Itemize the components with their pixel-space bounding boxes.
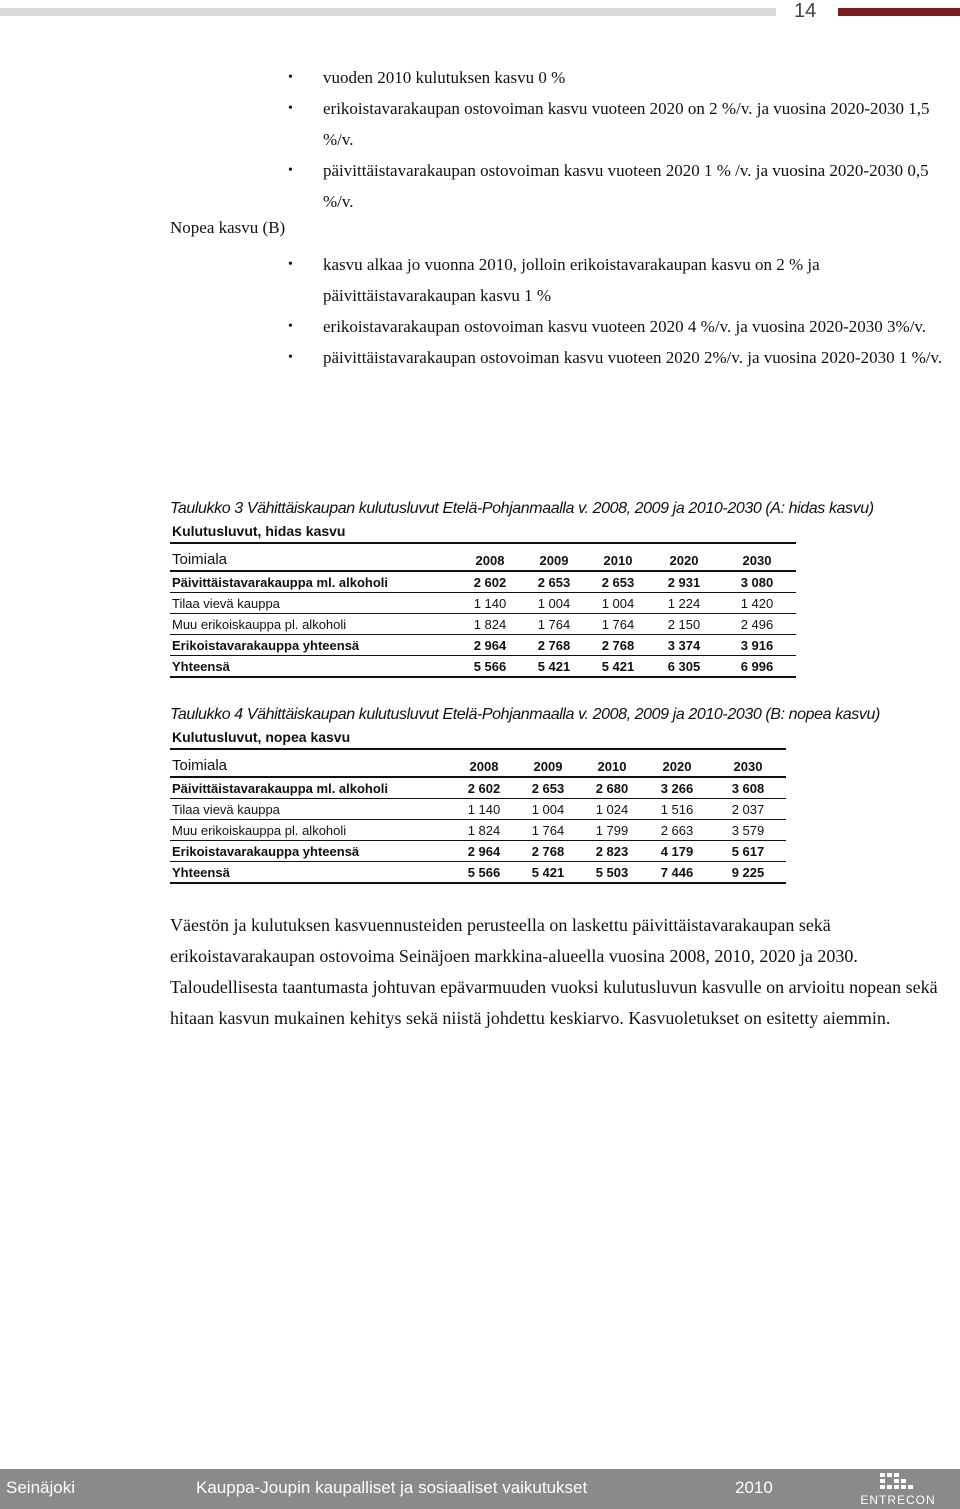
cell: 1 824 <box>458 614 522 635</box>
row-label: Päivittäistavarakauppa ml. alkoholi <box>170 571 458 593</box>
row-label: Tilaa vievä kauppa <box>170 593 458 614</box>
row-label: Muu erikoiskauppa pl. alkoholi <box>170 820 452 841</box>
cell: 2 680 <box>580 777 644 799</box>
year-header: 2009 <box>522 543 586 571</box>
cell: 1 764 <box>516 820 580 841</box>
year-header: 2030 <box>718 543 796 571</box>
row-label: Päivittäistavarakauppa ml. alkoholi <box>170 777 452 799</box>
cell: 1 764 <box>586 614 650 635</box>
cell: 1 004 <box>516 799 580 820</box>
cell: 2 964 <box>458 635 522 656</box>
list-item: • erikoistavarakaupan ostovoiman kasvu vuoteen 2020 on 2 %/v. ja vuosina 2020-2030 1,5 %/v. <box>280 93 960 155</box>
cell: 1 799 <box>580 820 644 841</box>
year-header: 2009 <box>516 749 580 777</box>
cell: 3 579 <box>710 820 786 841</box>
cell: 7 446 <box>644 862 710 884</box>
table-row <box>170 635 796 656</box>
cell: 5 421 <box>586 656 650 678</box>
cell: 5 503 <box>580 862 644 884</box>
year-header: 2020 <box>644 749 710 777</box>
cell: 6 996 <box>718 656 796 678</box>
cell: 2 964 <box>452 841 516 862</box>
year-header: 2008 <box>452 749 516 777</box>
section-heading: Nopea kasvu (B) <box>170 218 286 237</box>
cell: 5 566 <box>458 656 522 678</box>
table-row <box>170 820 786 841</box>
table3-caption: Taulukko 3 Vähittäiskaupan kulutusluvut Etelä-Pohjanmaalla v. 2008, 2009 ja 2010-2030 (A: hidas kasvu) <box>170 500 874 517</box>
cell: 1 004 <box>522 593 586 614</box>
cell: 5 421 <box>522 656 586 678</box>
table-header-row <box>170 543 796 571</box>
bullet-list-a <box>280 62 960 217</box>
footer-city: Seinäjoki <box>6 1478 75 1497</box>
entrecon-logo-icon <box>858 1471 938 1493</box>
footer-year: 2010 <box>735 1478 773 1497</box>
table-row <box>170 571 796 593</box>
table-row <box>170 614 796 635</box>
year-header: 2020 <box>650 543 718 571</box>
row-label: Erikoistavarakauppa yhteensä <box>170 841 452 862</box>
cell: 2 653 <box>522 571 586 593</box>
cell: 1 004 <box>586 593 650 614</box>
list-item: • päivittäistavarakaupan ostovoiman kasvu vuoteen 2020 1 % /v. ja vuosina 2020-2030 0,5 %/v. <box>280 155 960 217</box>
cell: 1 764 <box>522 614 586 635</box>
entrecon-logo <box>858 1471 938 1507</box>
table-header-label: Toimiala <box>170 543 458 571</box>
row-label: Yhteensä <box>170 656 458 678</box>
cell: 3 266 <box>644 777 710 799</box>
list-item: • vuoden 2010 kulutuksen kasvu 0 % <box>280 62 960 93</box>
cell: 1 420 <box>718 593 796 614</box>
list-item: • kasvu alkaa jo vuonna 2010, jolloin erikoistavarakaupan kasvu on 2 % ja päivittäistavarakaupan kasvu 1 % <box>280 249 960 311</box>
list-item: • erikoistavarakaupan ostovoiman kasvu vuoteen 2020 4 %/v. ja vuosina 2020-2030 3%/v. <box>280 311 960 342</box>
table4 <box>170 748 786 884</box>
table4-caption: Taulukko 4 Vähittäiskaupan kulutusluvut Etelä-Pohjanmaalla v. 2008, 2009 ja 2010-2030 (B: nopea kasvu) <box>170 706 880 723</box>
table3 <box>170 542 796 678</box>
cell: 5 421 <box>516 862 580 884</box>
cell: 5 617 <box>710 841 786 862</box>
cell: 1 140 <box>458 593 522 614</box>
cell: 1 140 <box>452 799 516 820</box>
table-row <box>170 841 786 862</box>
year-header: 2030 <box>710 749 786 777</box>
row-label: Muu erikoiskauppa pl. alkoholi <box>170 614 458 635</box>
cell: 2 150 <box>650 614 718 635</box>
row-label: Erikoistavarakauppa yhteensä <box>170 635 458 656</box>
cell: 4 179 <box>644 841 710 862</box>
cell: 2 602 <box>452 777 516 799</box>
cell: 2 768 <box>522 635 586 656</box>
table3-title: Kulutusluvut, hidas kasvu <box>172 523 346 539</box>
cell: 2 653 <box>586 571 650 593</box>
row-label: Tilaa vievä kauppa <box>170 799 452 820</box>
cell: 3 916 <box>718 635 796 656</box>
cell: 2 768 <box>586 635 650 656</box>
logo-text: ENTRECON <box>860 1493 936 1507</box>
table-row <box>170 862 786 884</box>
table-header-row <box>170 749 786 777</box>
cell: 2 037 <box>710 799 786 820</box>
footer-document-title: Kauppa-Joupin kaupalliset ja sosiaaliset vaikutukset <box>196 1478 588 1497</box>
table-row <box>170 777 786 799</box>
header-rule-right <box>838 8 960 16</box>
table-row <box>170 656 796 678</box>
cell: 6 305 <box>650 656 718 678</box>
table4-title: Kulutusluvut, nopea kasvu <box>172 729 351 745</box>
body-paragraph: Väestön ja kulutuksen kasvuennusteiden perusteella on laskettu päivittäistavarakaupan sekä erikoistavarakaupan ostovoima Seinäjoen markkina-alueella vuosina 2008, 2010, 2020 ja 2030. Taloudellisesta taantumasta johtuvan epävarmuuden vuoksi kulutusluvun kasvulle on arvioitu nopean sekä hitaan kasvun mukainen kehitys sekä niistä johdettu keskiarvo. Kasvuoletukset on esitetty aiemmin. <box>170 915 938 1028</box>
cell: 3 608 <box>710 777 786 799</box>
cell: 2 931 <box>650 571 718 593</box>
bullet-list-b <box>280 249 960 373</box>
cell: 1 516 <box>644 799 710 820</box>
cell: 1 824 <box>452 820 516 841</box>
row-label: Yhteensä <box>170 862 452 884</box>
year-header: 2010 <box>580 749 644 777</box>
cell: 2 663 <box>644 820 710 841</box>
year-header: 2010 <box>586 543 650 571</box>
header-rule-left <box>0 8 776 16</box>
list-item: • päivittäistavarakaupan ostovoiman kasvu vuoteen 2020 2%/v. ja vuosina 2020-2030 1 %/v. <box>280 342 960 373</box>
cell: 9 225 <box>710 862 786 884</box>
cell: 2 768 <box>516 841 580 862</box>
cell: 3 080 <box>718 571 796 593</box>
page-number: 14 <box>794 0 817 22</box>
cell: 1 024 <box>580 799 644 820</box>
table-header-label: Toimiala <box>170 749 452 777</box>
cell: 5 566 <box>452 862 516 884</box>
cell: 2 653 <box>516 777 580 799</box>
table-row <box>170 593 796 614</box>
footer-bar <box>0 1469 960 1509</box>
year-header: 2008 <box>458 543 522 571</box>
cell: 2 823 <box>580 841 644 862</box>
cell: 1 224 <box>650 593 718 614</box>
cell: 2 496 <box>718 614 796 635</box>
cell: 3 374 <box>650 635 718 656</box>
table-row <box>170 799 786 820</box>
cell: 2 602 <box>458 571 522 593</box>
